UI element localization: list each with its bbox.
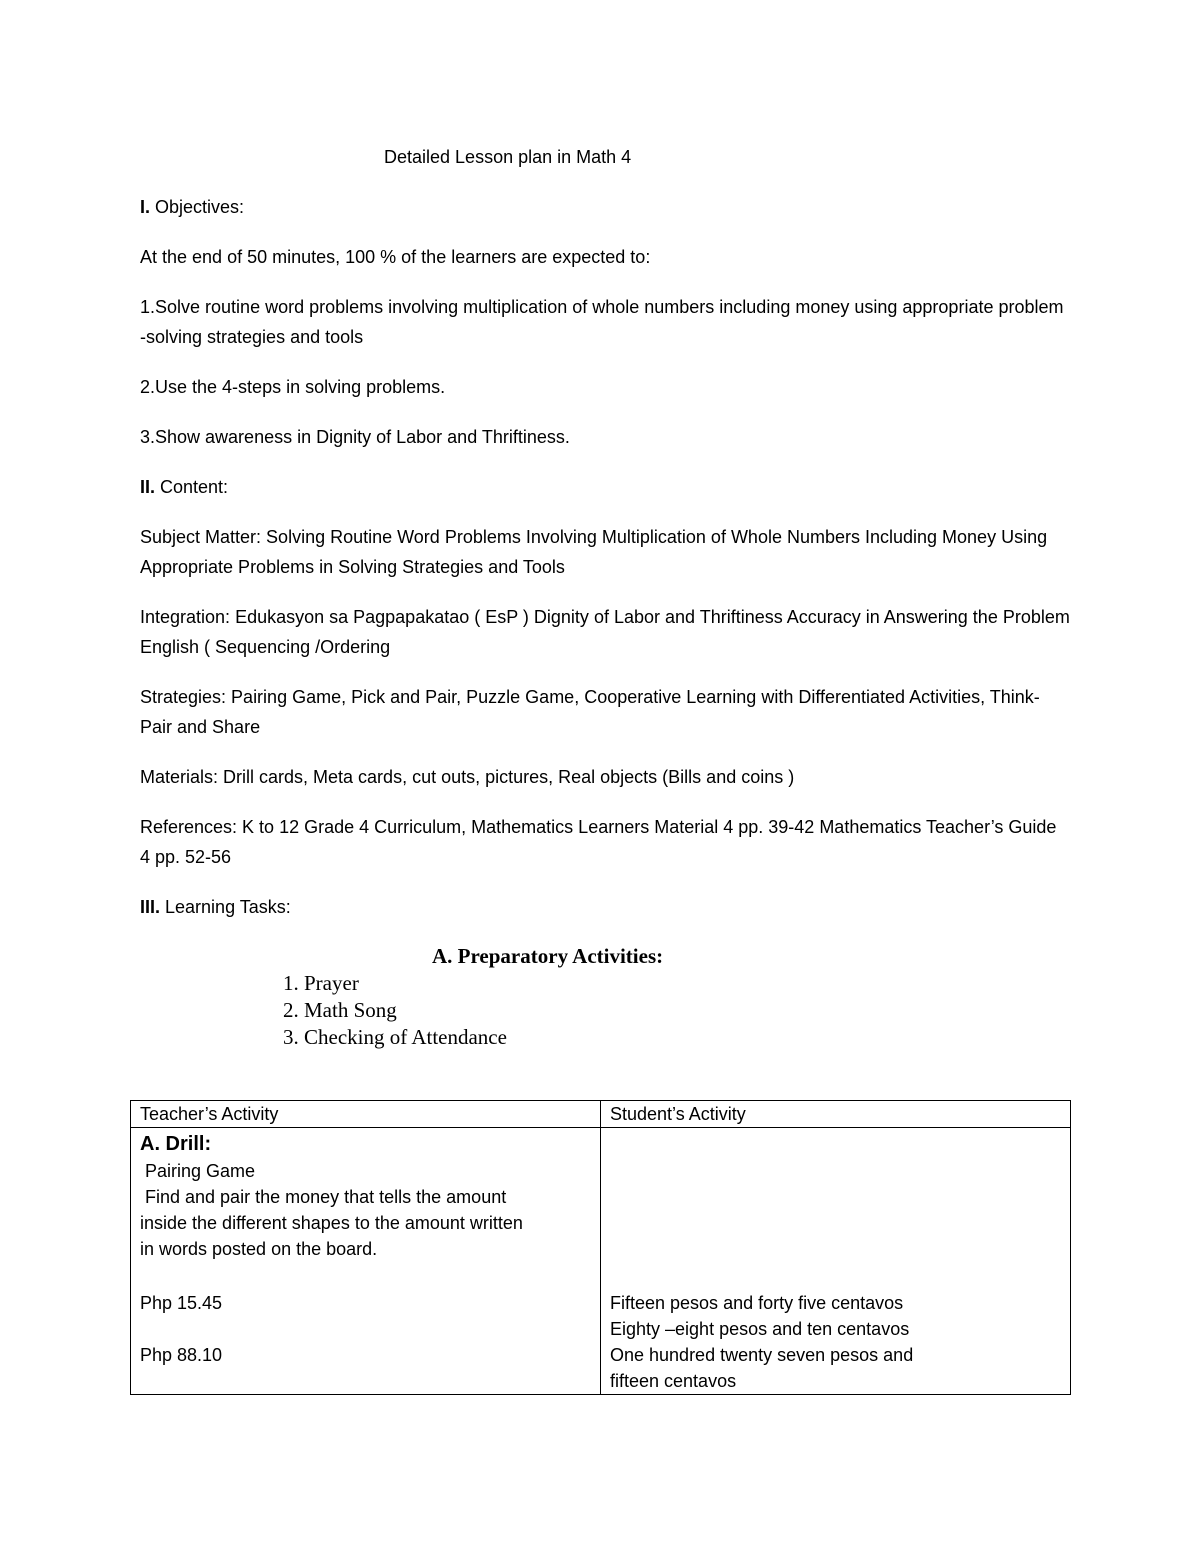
subject-matter: Subject Matter: Solving Routine Word Problems Involving Multiplication of Whole Numbers Including Money Using Appropriate Problems in Solving Strategies and Tools	[140, 527, 1048, 577]
student-answer: fifteen centavos	[610, 1371, 737, 1391]
teacher-amount: Php 88.10	[140, 1345, 223, 1365]
preparatory-activities-list	[283, 970, 507, 1051]
drill-line: Find and pair the money that tells the amount	[140, 1187, 507, 1207]
objective-item-3: 3.Show awareness in Dignity of Labor and Thriftiness.	[140, 427, 570, 447]
objectives-intro: At the end of 50 minutes, 100 % of the learners are expected to:	[140, 247, 651, 267]
drill-line: in words posted on the board.	[140, 1239, 378, 1259]
learning-tasks-heading-number: III.	[140, 897, 161, 917]
drill-line: Pairing Game	[140, 1161, 256, 1181]
teacher-activity-header: Teacher’s Activity	[131, 1101, 601, 1128]
learning-tasks-heading-text: Learning Tasks:	[160, 897, 291, 917]
table-row	[131, 1128, 1071, 1395]
drill-title: A. Drill:	[140, 1133, 212, 1155]
integration: Integration: Edukasyon sa Pagpapakatao ( EsP ) Dignity of Labor and Thriftiness Accuracy in Answering the Problem English ( Sequencing /Ordering	[140, 607, 1070, 657]
materials: Materials: Drill cards, Meta cards, cut outs, pictures, Real objects (Bills and coins )	[140, 767, 795, 787]
objectives-heading-number: I.	[140, 197, 151, 217]
strategies: Strategies: Pairing Game, Pick and Pair, Puzzle Game, Cooperative Learning with Differentiated Activities, Think- Pair and Share	[140, 687, 1040, 737]
objectives-heading-text: Objectives:	[150, 197, 245, 217]
content-heading	[140, 472, 228, 502]
list-item: 1. Prayer	[283, 971, 359, 995]
learning-tasks-heading	[140, 892, 291, 922]
document-title: Detailed Lesson plan in Math 4	[384, 147, 632, 167]
table-header-row	[131, 1101, 1071, 1128]
student-answer: Eighty –eight pesos and ten centavos	[610, 1319, 910, 1339]
teacher-amount: Php 15.45	[140, 1293, 223, 1313]
objectives-heading	[140, 192, 244, 222]
teacher-activity-cell	[131, 1128, 601, 1395]
objective-item-1: 1.Solve routine word problems involving multiplication of whole numbers including money using appropriate problem -solving strategies and tools	[140, 297, 1064, 347]
list-item: 3. Checking of Attendance	[283, 1025, 507, 1049]
references: References: K to 12 Grade 4 Curriculum, Mathematics Learners Material 4 pp. 39-42 Mathematics Teacher’s Guide 4 pp. 52-56	[140, 817, 1057, 867]
student-answer: Fifteen pesos and forty five centavos	[610, 1293, 904, 1313]
list-item: 2. Math Song	[283, 998, 397, 1022]
preparatory-activities-heading: A. Preparatory Activities:	[432, 944, 664, 968]
content-heading-number: II.	[140, 477, 156, 497]
content-heading-text: Content:	[155, 477, 229, 497]
drill-line: inside the different shapes to the amount written	[140, 1213, 523, 1233]
spacer	[140, 1262, 592, 1290]
student-answer: One hundred twenty seven pesos and	[610, 1345, 914, 1365]
activity-table	[130, 1100, 1071, 1395]
objective-item-2: 2.Use the 4-steps in solving problems.	[140, 377, 446, 397]
student-activity-cell	[601, 1128, 1071, 1395]
student-activity-header: Student’s Activity	[601, 1101, 1071, 1128]
